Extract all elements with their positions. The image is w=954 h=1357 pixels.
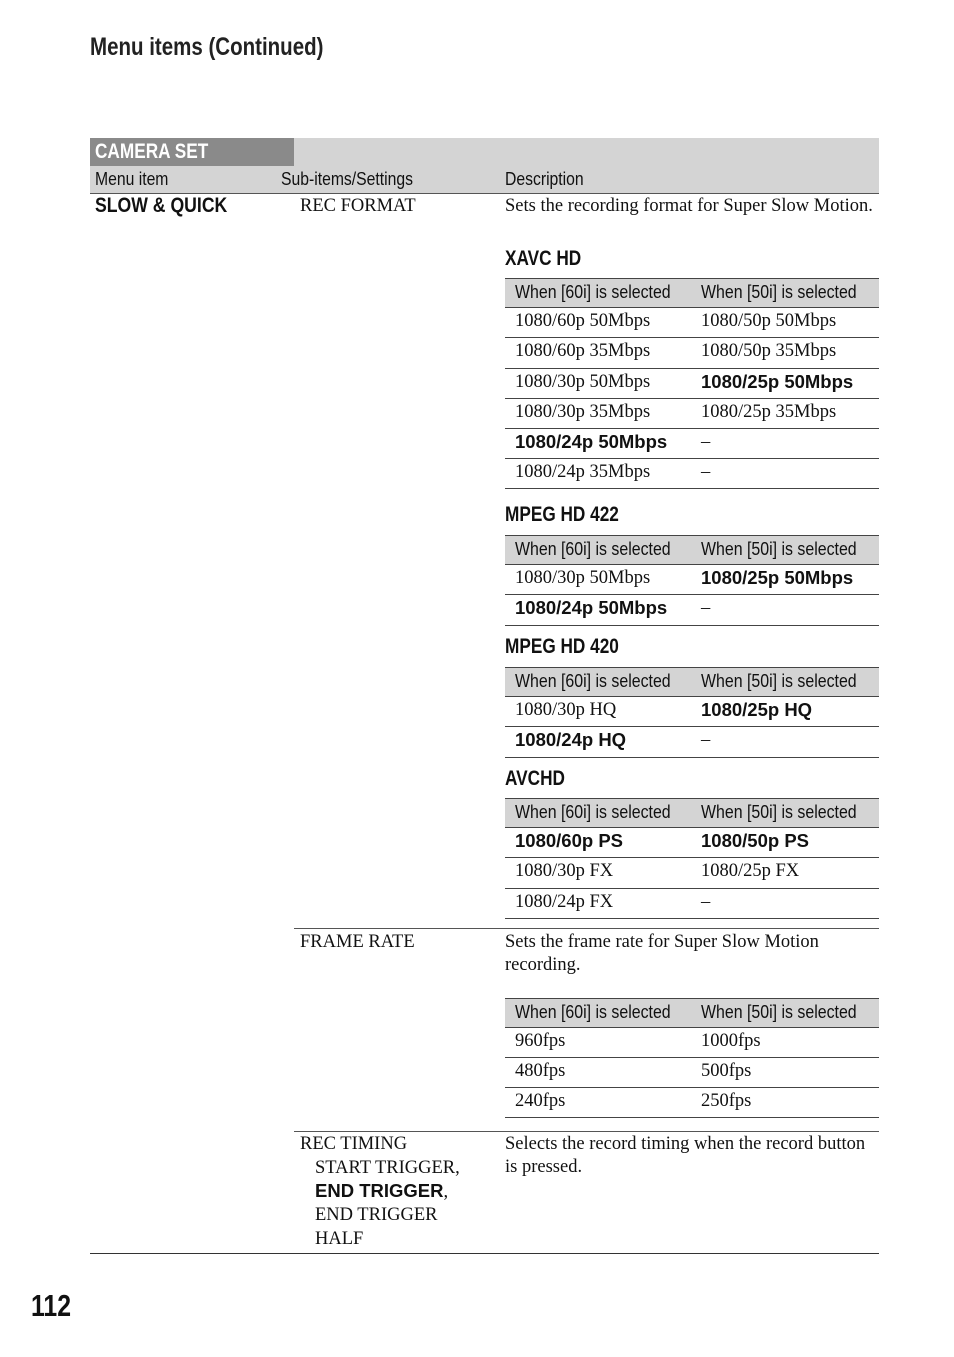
- column-header-50i: When [50i] is selected: [701, 538, 857, 559]
- table-cell-60i: 1080/30p 50Mbps: [515, 372, 651, 392]
- table-cell-60i: 240fps: [515, 1091, 566, 1111]
- table-rule: [505, 564, 879, 565]
- option-end-trigger-half: END TRIGGER: [315, 1205, 438, 1225]
- table-rule: [505, 428, 879, 429]
- table-rule: [505, 1027, 879, 1028]
- column-header-50i: When [50i] is selected: [701, 1001, 857, 1022]
- table-cell-60i: 1080/24p 35Mbps: [515, 462, 651, 482]
- table-cell-60i: 1080/24p FX: [515, 892, 614, 912]
- table-cell-50i: 1080/25p 35Mbps: [701, 402, 837, 422]
- frame-rate-description: Sets the frame rate for Super Slow Motion recording.: [505, 932, 819, 975]
- table-cell-50i: 1080/25p FX: [701, 861, 800, 881]
- table-cell-60i: 1080/30p 35Mbps: [515, 402, 651, 422]
- table-cell-60i: 1080/24p 50Mbps: [515, 597, 668, 618]
- table-cell-50i: 1080/25p HQ: [701, 699, 813, 720]
- column-header-60i: When [60i] is selected: [515, 1001, 671, 1022]
- table-rule: [505, 458, 879, 459]
- table-rule: [505, 535, 879, 536]
- format-group-label: MPEG HD 422: [505, 503, 619, 526]
- option-end-trigger-line: [315, 1180, 448, 1204]
- format-group-label: XAVC HD: [505, 247, 582, 270]
- column-header-menu-item: Menu item: [95, 168, 169, 189]
- table-rule: [505, 1057, 879, 1058]
- page-title: Menu items (Continued): [90, 33, 324, 61]
- table-rule: [505, 918, 879, 919]
- table-cell-60i: 1080/60p 50Mbps: [515, 311, 651, 331]
- table-cell-50i: 1080/25p 50Mbps: [701, 567, 854, 588]
- table-cell-50i: –: [701, 730, 711, 750]
- table-rule: [505, 594, 879, 595]
- table-rule: [505, 307, 879, 308]
- table-cell-60i: 1080/60p 35Mbps: [515, 341, 651, 361]
- option-start-trigger: START TRIGGER,: [315, 1158, 460, 1178]
- option-end-trigger-half-cont: HALF: [315, 1229, 364, 1249]
- table-rule: [505, 888, 879, 889]
- table-cell-50i: 1080/25p 50Mbps: [701, 371, 854, 392]
- section-divider: [294, 928, 879, 929]
- option-separator: ,: [443, 1182, 449, 1202]
- table-cell-50i: 1080/50p PS: [701, 830, 809, 851]
- table-cell-50i: 1080/50p 35Mbps: [701, 341, 837, 361]
- rec-timing-description: Selects the record timing when the record button is pressed.: [505, 1134, 866, 1177]
- rec-format-description: Sets the recording format for Super Slow Motion.: [505, 196, 873, 216]
- table-cell-60i: 1080/30p 50Mbps: [515, 568, 651, 588]
- column-header-50i: When [50i] is selected: [701, 281, 857, 302]
- table-cell-60i: 480fps: [515, 1061, 566, 1081]
- table-rule: [505, 398, 879, 399]
- table-rule: [505, 337, 879, 338]
- table-rule: [505, 1117, 879, 1118]
- table-rule: [505, 857, 879, 858]
- column-header-60i: When [60i] is selected: [515, 801, 671, 822]
- table-rule: [505, 667, 879, 668]
- table-cell-50i: –: [701, 598, 711, 618]
- table-cell-60i: 1080/30p HQ: [515, 700, 617, 720]
- format-group-label: MPEG HD 420: [505, 635, 619, 658]
- column-header-description: Description: [505, 168, 584, 189]
- table-cell-50i: 1080/50p 50Mbps: [701, 311, 837, 331]
- table-rule: [505, 726, 879, 727]
- table-cell-60i: 1080/24p 50Mbps: [515, 431, 668, 452]
- page-number: 112: [31, 1288, 72, 1323]
- table-cell-60i: 1080/30p FX: [515, 861, 614, 881]
- table-rule: [505, 757, 879, 758]
- table-rule: [505, 1087, 879, 1088]
- menu-item-name: SLOW & QUICK: [95, 194, 228, 217]
- sub-item-rec-format: REC FORMAT: [300, 196, 416, 216]
- table-cell-50i: 1000fps: [701, 1031, 761, 1051]
- column-header-60i: When [60i] is selected: [515, 281, 671, 302]
- table-cell-50i: –: [701, 432, 711, 452]
- table-rule: [505, 696, 879, 697]
- sub-item-frame-rate: FRAME RATE: [300, 932, 415, 952]
- table-cell-60i: 1080/24p HQ: [515, 729, 627, 750]
- table-rule: [505, 278, 879, 279]
- table-cell-60i: 960fps: [515, 1031, 566, 1051]
- section-divider: [294, 1131, 879, 1132]
- table-cell-50i: –: [701, 892, 711, 912]
- table-rule: [505, 798, 879, 799]
- table-cell-50i: –: [701, 462, 711, 482]
- option-end-trigger: END TRIGGER: [315, 1180, 444, 1201]
- table-rule: [505, 368, 879, 369]
- table-cell-50i: 250fps: [701, 1091, 752, 1111]
- table-cell-50i: 500fps: [701, 1061, 752, 1081]
- format-group-label: AVCHD: [505, 767, 565, 790]
- column-header-60i: When [60i] is selected: [515, 670, 671, 691]
- sub-item-rec-timing: REC TIMING: [300, 1134, 408, 1154]
- column-header-sub-items: Sub-items/Settings: [281, 168, 413, 189]
- column-header-50i: When [50i] is selected: [701, 670, 857, 691]
- column-header-50i: When [50i] is selected: [701, 801, 857, 822]
- section-tab-label: CAMERA SET: [95, 140, 209, 163]
- table-rule: [505, 998, 879, 999]
- table-bottom-rule: [90, 1253, 879, 1254]
- table-rule: [505, 488, 879, 489]
- table-rule: [505, 625, 879, 626]
- table-cell-60i: 1080/60p PS: [515, 830, 623, 851]
- table-rule: [505, 827, 879, 828]
- column-header-60i: When [60i] is selected: [515, 538, 671, 559]
